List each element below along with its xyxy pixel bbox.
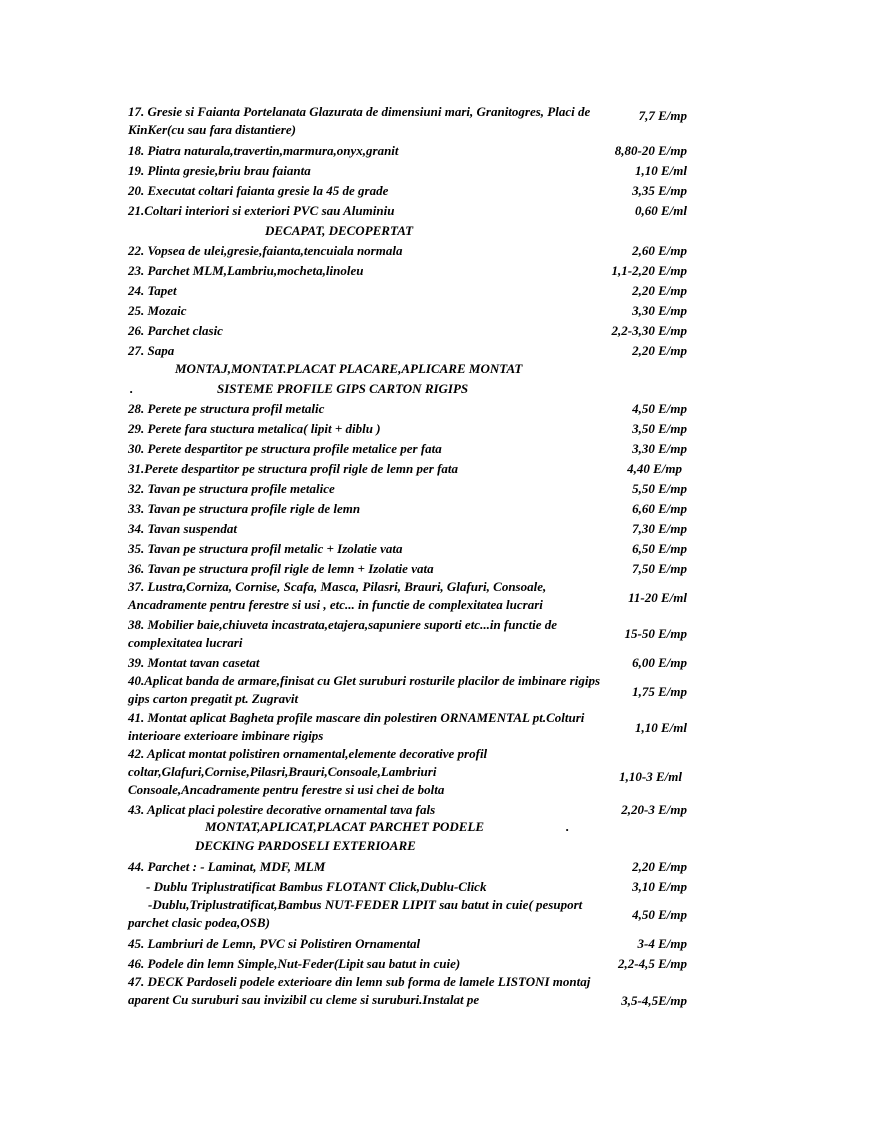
item-44-price: 2,20 E/mp	[632, 859, 687, 874]
section-heading-decapat: DECAPAT, DECOPERTAT	[265, 223, 414, 238]
item-32-desc: 32. Tavan pe structura profile metalice	[128, 481, 335, 496]
item-22-desc: 22. Vopsea de ulei,gresie,faianta,tencuiala normala	[128, 243, 403, 258]
item-17-desc: 17. Gresie si Faianta Portelanata Glazurata de dimensiuni mari, Granitogres, Placi de KinKer(cu sau fara distantiere)	[128, 104, 591, 137]
item-47-desc: 47. DECK Pardoseli podele exterioare din lemn sub forma de lamele LISTONI montaj aparent Cu suruburi sau invizibil cu cleme si suruburi.Instalat pe	[128, 974, 591, 1007]
item-17-price: 7,7 E/mp	[638, 108, 687, 123]
item-44-desc: 44. Parchet : - Laminat, MDF, MLM	[128, 859, 326, 874]
item-33-price: 6,60 E/mp	[632, 501, 687, 516]
item-35-desc: 35. Tavan pe structura profil metalic + Izolatie vata	[128, 541, 403, 556]
item-30-desc: 30. Perete despartitor pe structura profile metalice per fata	[128, 441, 442, 456]
item-39-desc: 39. Montat tavan casetat	[128, 655, 260, 670]
item-39-price: 6,00 E/mp	[632, 655, 687, 670]
item-42-price: 1,10-3 E/ml	[619, 769, 682, 784]
item-27-price: 2,20 E/mp	[632, 343, 687, 358]
item-34-desc: 34. Tavan suspendat	[128, 521, 237, 536]
item-24-price: 2,20 E/mp	[632, 283, 687, 298]
item-40-desc: 40.Aplicat banda de armare,finisat cu Glet suruburi rosturile placilor de imbinare rigips gips carton pregatit pt. Zugravit	[128, 673, 601, 706]
item-23-desc: 23. Parchet MLM,Lambriu,mocheta,linoleu	[128, 263, 364, 278]
item-29-price: 3,50 E/mp	[632, 421, 687, 436]
item-32-price: 5,50 E/mp	[632, 481, 687, 496]
stray-dot: .	[566, 819, 570, 834]
item-19-desc: 19. Plinta gresie,briu brau faianta	[128, 163, 311, 178]
section-heading-decking: DECKING PARDOSELI EXTERIOARE	[195, 838, 416, 853]
item-44b-price: 3,10 E/mp	[632, 879, 687, 894]
item-43-price: 2,20-3 E/mp	[621, 802, 687, 817]
item-30-price: 3,30 E/mp	[632, 441, 687, 456]
item-44c-desc: -Dublu,Triplustratificat,Bambus NUT-FEDER LIPIT sau batut in cuie( pesuport parchet clasic podea,OSB)	[128, 897, 583, 930]
item-43-desc: 43. Aplicat placi polestire decorative ornamental tava fals	[128, 802, 436, 817]
item-45-desc: 45. Lambriuri de Lemn, PVC si Polistiren Ornamental	[128, 936, 421, 951]
item-25-desc: 25. Mozaic	[128, 303, 187, 318]
item-20-desc: 20. Executat coltari faianta gresie la 45 de grade	[128, 183, 389, 198]
item-20-price: 3,35 E/mp	[632, 183, 687, 198]
item-31-price: 4,40 E/mp	[627, 461, 682, 476]
item-23-price: 1,1-2,20 E/mp	[611, 263, 687, 278]
item-35-price: 6,50 E/mp	[632, 541, 687, 556]
item-37-desc: 37. Lustra,Corniza, Cornise, Scafa, Masca, Pilasri, Brauri, Glafuri, Consoale, Ancadramente pentru ferestre si usi , etc... in functie de complexitatea lucrari	[128, 579, 547, 612]
item-45-price: 3-4 E/mp	[637, 936, 687, 951]
item-27-desc: 27. Sapa	[128, 343, 175, 358]
item-36-price: 7,50 E/mp	[632, 561, 687, 576]
item-37-price: 11-20 E/ml	[628, 590, 687, 605]
item-44c-price: 4,50 E/mp	[632, 907, 687, 922]
item-41-desc: 41. Montat aplicat Bagheta profile mascare din polestiren ORNAMENTAL pt.Colturi interioare exterioare imbinare rigips	[128, 710, 585, 743]
item-28-price: 4,50 E/mp	[632, 401, 687, 416]
item-40-price: 1,75 E/mp	[632, 684, 687, 699]
section-heading-parchet: MONTAT,APLICAT,PLACAT PARCHET PODELE	[205, 819, 485, 834]
item-22-price: 2,60 E/mp	[632, 243, 687, 258]
stray-dot: .	[130, 381, 134, 396]
item-21-desc: 21.Coltari interiori si exteriori PVC sau Aluminiu	[128, 203, 395, 218]
item-26-price: 2,2-3,30 E/mp	[611, 323, 687, 338]
item-24-desc: 24. Tapet	[128, 283, 177, 298]
item-44b-desc: - Dublu Triplustratificat Bambus FLOTANT Click,Dublu-Click	[146, 879, 487, 894]
item-46-desc: 46. Podele din lemn Simple,Nut-Feder(Lipit sau batut in cuie)	[128, 956, 461, 971]
item-46-price: 2,2-4,5 E/mp	[618, 956, 687, 971]
item-42-desc: 42. Aplicat montat polistiren ornamental,elemente decorative profil coltar,Glafuri,Cornise,Pilasri,Brauri,Consoale,Lambriuri Consoale,Ancadramente pentru ferestre si usi chei de bolta	[128, 746, 488, 797]
item-31-desc: 31.Perete despartitor pe structura profil rigle de lemn per fata	[128, 461, 459, 476]
item-18-price: 8,80-20 E/mp	[614, 143, 687, 158]
item-18-desc: 18. Piatra naturala,travertin,marmura,onyx,granit	[128, 143, 399, 158]
section-heading-montaj: MONTAJ,MONTAT.PLACAT PLACARE,APLICARE MONTAT	[175, 361, 523, 376]
item-25-price: 3,30 E/mp	[632, 303, 687, 318]
item-47-price: 3,5-4,5E/mp	[621, 993, 687, 1008]
item-41-price: 1,10 E/ml	[634, 720, 687, 735]
item-38-desc: 38. Mobilier baie,chiuveta incastrata,etajera,sapuniere suporti etc...in functie de complexitatea lucrari	[128, 617, 557, 650]
item-34-price: 7,30 E/mp	[632, 521, 687, 536]
item-28-desc: 28. Perete pe structura profil metalic	[128, 401, 325, 416]
item-19-price: 1,10 E/ml	[634, 163, 687, 178]
item-29-desc: 29. Perete fara stuctura metalica( lipit + diblu )	[128, 421, 381, 436]
item-33-desc: 33. Tavan pe structura profile rigle de lemn	[128, 501, 361, 516]
item-26-desc: 26. Parchet clasic	[128, 323, 223, 338]
section-heading-sisteme: SISTEME PROFILE GIPS CARTON RIGIPS	[217, 381, 469, 396]
item-21-price: 0,60 E/ml	[634, 203, 687, 218]
item-38-price: 15-50 E/mp	[624, 626, 687, 641]
item-36-desc: 36. Tavan pe structura profil rigle de lemn + Izolatie vata	[128, 561, 434, 576]
